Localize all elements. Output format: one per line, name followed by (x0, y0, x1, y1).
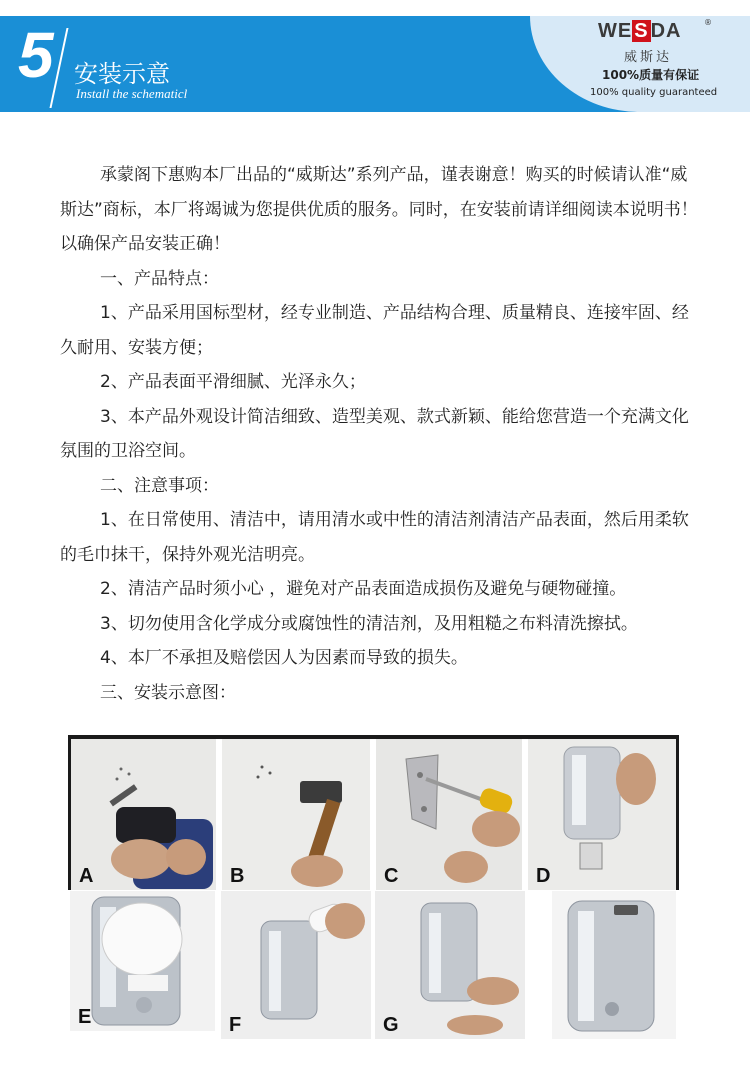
section-heading-features: 一、产品特点： (100, 268, 219, 289)
brand-logo: WE S DA (598, 20, 682, 42)
registered-mark: ® (704, 18, 712, 27)
finished-dispenser-illustration (552, 891, 676, 1039)
brand-name-cn: 威斯达 (624, 50, 673, 65)
note-item: 1、在日常使用、清洁中，请用清水或中性的清洁剂清洁产品表面，然后用柔软的毛巾抹干，保持外观光洁明亮。 (60, 510, 689, 565)
feature-item: 1、产品采用国标型材，经专业制造、产品结构合理、质量精良、连接牢固、经久耐用、安装方便； (60, 303, 689, 358)
install-step-photo-a (71, 739, 216, 890)
section-heading-notes: 二、注意事项： (100, 475, 219, 496)
section-header (0, 16, 750, 112)
section-subtitle: Install the schematicl (76, 86, 188, 101)
figure-border (676, 735, 679, 890)
instruction-text (60, 158, 700, 710)
feature-item: 2、产品表面平滑细腻、光泽永久； (100, 372, 366, 392)
section-number: 5 (18, 19, 54, 91)
quality-claim-cn: 100%质量有保证 (602, 68, 700, 82)
section-title: 安装示意 (74, 60, 170, 88)
note-item: 2、清洁产品时须小心 ，避免对产品表面造成损伤及避免与硬物碰撞。 (100, 579, 627, 599)
step-label: G (383, 1014, 399, 1036)
intro-paragraph: 承蒙阁下惠购本厂出品的“威斯达”系列产品，谨表谢意！购买的时候请认准“威斯达”商标，本厂将竭诚为您提供优质的服务。同时，在安装前请详细阅读本说明书！以确保产品安装正确！ (60, 165, 698, 254)
step-label: B (230, 865, 245, 887)
section-heading-diagram: 三、安装示意图： (100, 682, 236, 703)
finished-dispenser-photo (552, 891, 676, 1039)
step-label: E (78, 1006, 92, 1028)
install-step-photo-f (221, 891, 371, 1039)
install-step-photo-c (376, 739, 522, 890)
step-label: C (384, 865, 399, 887)
step-label: F (229, 1014, 242, 1036)
install-step-photo-e (70, 891, 215, 1031)
brand-panel (530, 16, 750, 112)
install-step-photo-b (222, 739, 370, 890)
feature-item: 3、本产品外观设计简洁细致、造型美观、款式新颖、能给您营造一个充满文化氛围的卫浴空间。 (60, 406, 689, 461)
note-item: 3、切勿使用含化学成分或腐蚀性的清洁剂，及用粗糙之布料清洗擦拭。 (100, 613, 638, 634)
glove-illustration (70, 891, 215, 1031)
fill-soap-illustration (221, 891, 371, 1039)
step-label: D (536, 865, 551, 887)
install-step-photo-d (528, 739, 676, 890)
step-label: A (79, 865, 94, 887)
quality-claim-en: 100% quality guaranteed (590, 87, 718, 98)
note-item: 4、本厂不承担及赔偿因人为因素而导致的损失。 (100, 648, 468, 668)
install-step-photo-g (375, 891, 525, 1039)
